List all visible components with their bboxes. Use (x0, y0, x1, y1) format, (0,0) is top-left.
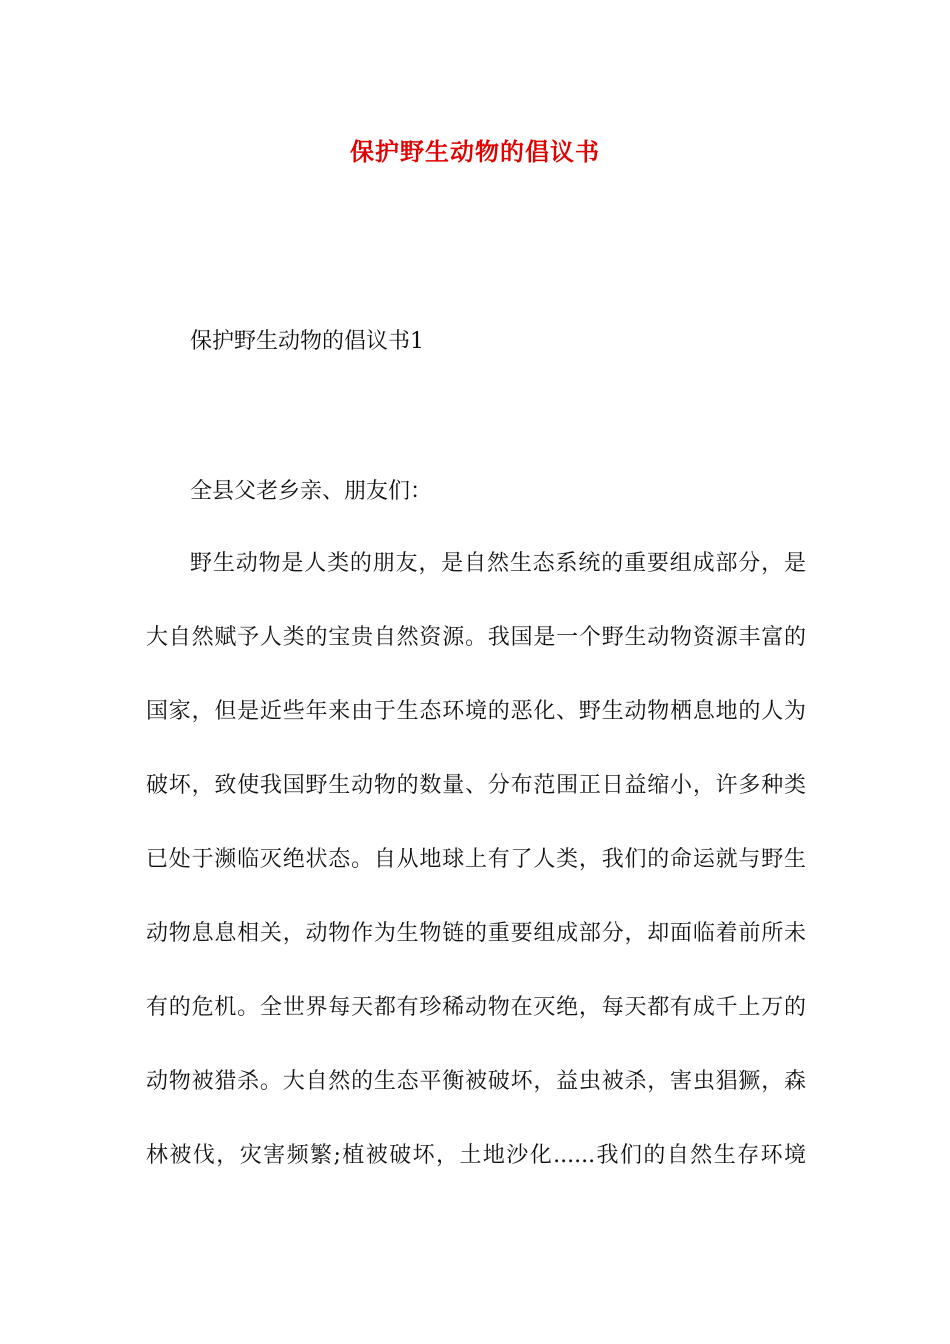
section-heading: 保护野生动物的倡议书1 (190, 329, 424, 354)
paragraph-line: 林被伐，灾害频繁;植被破坏，土地沙化......我们的自然生存环境 (146, 1143, 806, 1168)
paragraph-line: 大自然赋予人类的宝贵自然资源。我国是一个野生动物资源丰富的 (146, 625, 806, 650)
paragraph-line: 动物息息相关，动物作为生物链的重要组成部分，却面临着前所未 (146, 921, 806, 946)
paragraph-line: 已处于濒临灭绝状态。自从地球上有了人类，我们的命运就与野生 (146, 847, 806, 872)
paragraph-line: 野生动物是人类的朋友，是自然生态系统的重要组成部分，是 (190, 551, 806, 576)
paragraph-line: 破坏，致使我国野生动物的数量、分布范围正日益缩小，许多种类 (146, 773, 806, 798)
paragraph-line: 有的危机。全世界每天都有珍稀动物在灭绝，每天都有成千上万的 (146, 995, 806, 1020)
paragraph-line: 国家，但是近些年来由于生态环境的恶化、野生动物栖息地的人为 (146, 699, 806, 724)
greeting-line: 全县父老乡亲、朋友们： (190, 479, 433, 504)
document-title: 保护野生动物的倡议书 (350, 137, 600, 166)
paragraph-line: 动物被猎杀。大自然的生态平衡被破坏，益虫被杀，害虫猖獗，森 (146, 1069, 806, 1094)
